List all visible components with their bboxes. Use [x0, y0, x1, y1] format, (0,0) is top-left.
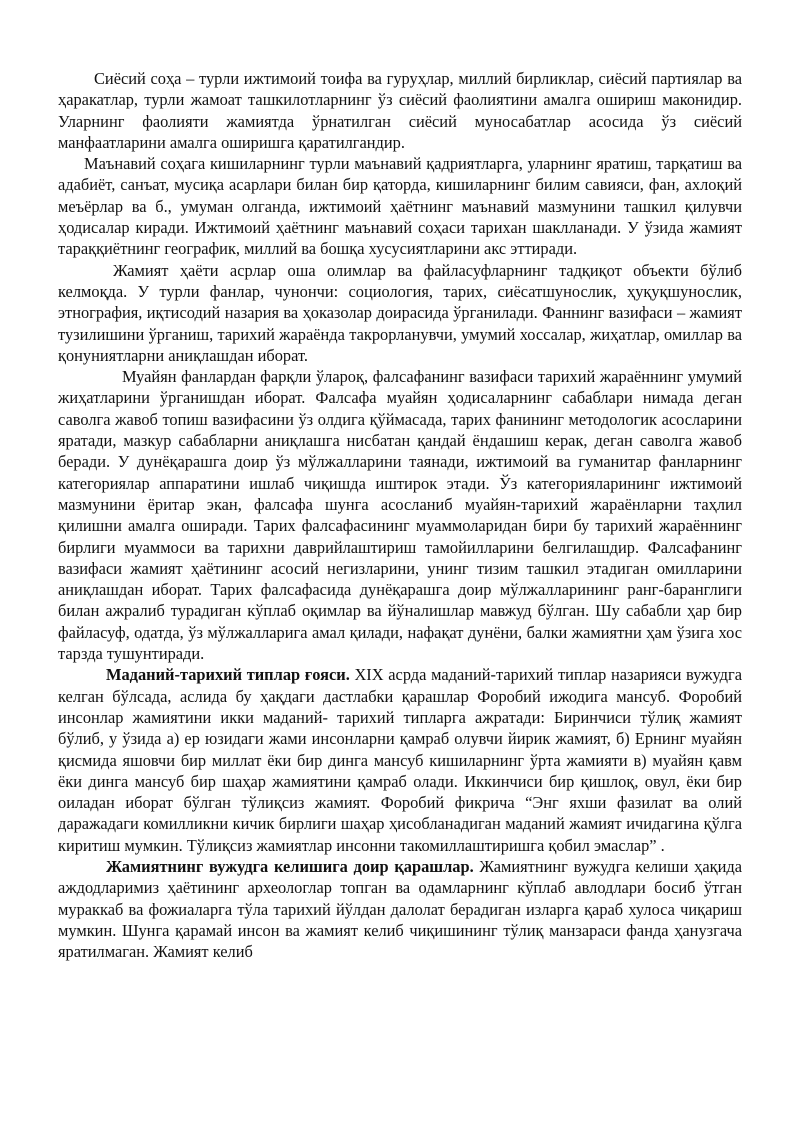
section-heading: Маданий-тарихий типлар ғояси. [106, 665, 350, 685]
paragraph-text: XIX асрда маданий-тарихий типлар назарияси вужудга келган бўлсада, аслида бу ҳақдаги дастлабки қарашлар Форобий ижодига мансуб. Форобий инсонлар жамиятини икки маданий- тарихий типларга ажратади: Биринчиси тўлиқ жамият бўлиб, у ўзида а) ер юзидаги жами инсонларни қамраб олувчи йирик жамият, б) Ернинг муайян қисмида яшовчи бир миллат ёки бир динга мансуб кишиларнинг ўрта жамияти в) муайян қавм ёки динга мансуб бир шаҳар жамиятини қамраб олади. Иккинчиси бир қишлоқ, овул, ёки бир оиладан иборат бўлган тўлиқсиз жамият. Форобий фикрича “Энг яхши фазилат ва олий даражадаги комилликни кичик бирлиги шаҳар ҳисобланадиган маданий жамият ичидагина қўлга киритиш мумкин. Тўлиқсиз жамиятлар инсонни такомиллаштиришга қобил эмаслар” . [58, 665, 742, 855]
paragraph-political-sphere [58, 68, 742, 153]
paragraph-philosophy-task [58, 366, 742, 664]
paragraph-text: Сиёсий соҳа – турли ижтимоий тоифа ва гуруҳлар, миллий бирликлар, сиёсий партиялар ва ҳаракатлар, турли жамоат ташкилотларнинг ўз сиёсий фаолиятини амалга ошириш маконидир. Уларнинг фаолияти жамиятда ўрнатилган сиёсий муносабатлар асосида ўз сиёсий манфаатларини амалга оширишга қаратилгандир. [58, 69, 742, 152]
paragraph-origin-of-society [58, 856, 742, 962]
paragraph-text: Муайян фанлардан фарқли ўлароқ, фалсафанинг вазифаси тарихий жараённинг умумий жиҳатларини ўрганишдан иборат. Фалсафа муайян ҳодисаларнинг сабаблари нимада деган саволга жавоб топиш вазифасини ўз олдига қўймасада, тарих фанининг методологик асосларини яратади, мазкур сабабларни аниқлашга нисбатан қандай ёндашиш керак, деган саволга жавоб беради. У дунёқарашга доир ўз мўлжалларини таянади, ижтимоий ва гуманитар фанларнинг категориялар аппаратини ишлаб чиқишда иштирок этади. Ўз категорияларининг ижтимоий мазмунини ёритар экан, фалсафа шунга асосланиб муайян-тарихий жараёнларни таҳлил қилишни амалга оширади. Тарих фалсафасининг муаммоларидан бири бу тарихий жараённинг бирлиги муаммоси ва тарихни даврийлаштириш тамойилларини белгилашдир. Фалсафанинг вазифаси жамият ҳаётининг асосий негизларини, унинг тизим ташкил этадиган омилларини аниқлашдан иборат. Тарих фалсафасида дунёқарашга доир мўлжалларининг ранг-баранглиги билан ажралиб турадиган кўплаб оқимлар ва йўналишлар мавжуд бўлган. Шу сабабли ҳар бир файласуф, одатда, ўз мўлжалларига амал қилади, нафақат дунёни, балки жамиятни ҳам ўзига хос тарзда тушунтиради. [58, 367, 742, 664]
paragraph-spiritual-sphere [58, 153, 742, 259]
paragraph-text: Жамиятнинг вужудга келиши ҳақида аждодларимиз ҳаётининг археологлар топган ва одамларнинг кўплаб авлодлари босиб ўтган мураккаб ва фожиаларга тўла тарихий йўлдан далолат берадиган изларга қараб хулоса чиқариш мумкин. Шунга қарамай инсон ва жамият келиб чиқишининг тўлиқ манзараси фанда ҳанузгача яратилмаган. Жамият келиб [58, 856, 742, 962]
section-heading: Жамиятнинг вужудга келишига доир қарашлар. [106, 856, 474, 876]
paragraph-text: Маънавий соҳага кишиларнинг турли маънавий қадриятларга, уларнинг яратиш, тарқатиш ва адабиёт, санъат, мусиқа асарлари билан бир қаторда, кишиларнинг билим савияси, фан, ахлоқий меъёрлар ва б., умуман олганда, ижтимоий ҳаётнинг маънавий мазмунини ташкил қилувчи ҳодисалар киради. Ижтимоий ҳаётнинг маънавий соҳаси тарихан шаклланади. У ўзида жамият тараққиётнинг географик, миллий ва бошқа хусусиятларини акс эттиради. [58, 154, 742, 259]
paragraph-society-research [58, 260, 742, 366]
paragraph-cultural-historical-types [58, 664, 742, 856]
paragraph-text: Жамият ҳаёти асрлар оша олимлар ва файласуфларнинг тадқиқот объекти бўлиб келмоқда. У турли фанлар, чунончи: социология, тарих, сиёсатшунослик, ҳуқуқшунослик, этнография, иқтисодий назария ва ҳоказолар доирасида ўрганилади. Фаннинг вазифаси – жамият тузилишини ўрганиш, тарихий жараёнда такрорланувчи, умумий хоссалар, жиҳатлар, омиллар ва қонуниятларни аниқлашдан иборат. [58, 260, 742, 365]
